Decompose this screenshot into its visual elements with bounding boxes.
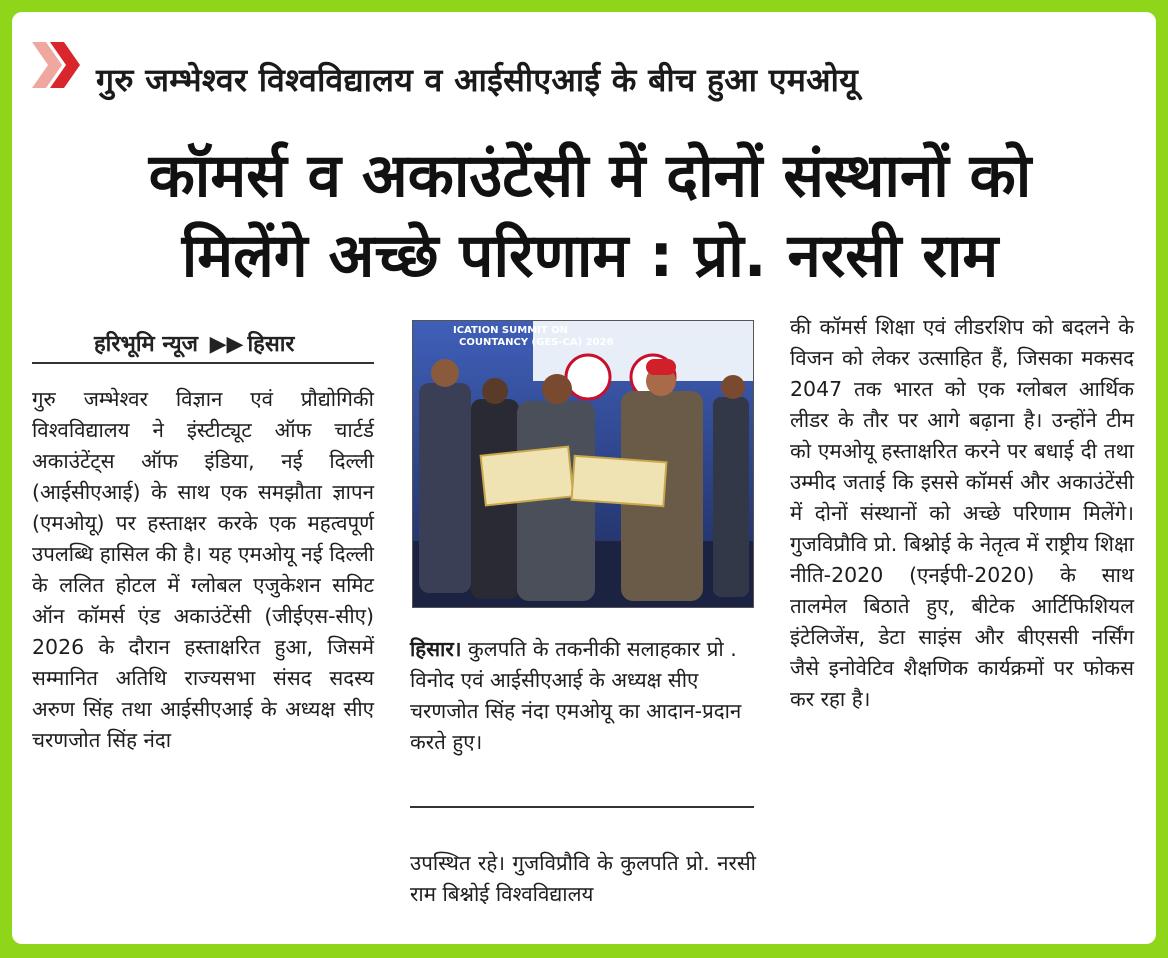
article-column-1: गुरु जम्भेश्वर विज्ञान एवं प्रौद्योगिकी विश्वविद्यालय ने इंस्टीट्यूट ऑफ चार्टर्ड अकाउंटेंट्स ऑफ इंडिया, नई दिल्ली (आईसीएआई) के साथ एक समझौता ज्ञापन (एमओयू) पर हस्ताक्षर करके एक महत्वपूर्ण उपलब्धि हासिल की है। यह एमओयू नई दिल्ली के ललित होटल में ग्लोबल एजुकेशन समिट ऑन कॉमर्स एंड अकाउंटेंसी (जीईएस-सीए) 2026 के दौरान हस्ताक्षरित हुआ, जिसमें सम्मानित अतिथि राज्यसभा संसद सदस्य अरुण सिंह तथा आईसीएआई के अध्यक्ष सीए चरणजोत सिंह नंदा <box>32 387 374 752</box>
byline-rule <box>32 362 374 364</box>
kicker-headline: गुरु जम्भेश्वर विश्वविद्यालय व आईसीएआई के बीच हुआ एमओयू <box>96 61 859 99</box>
byline-place: हिसार <box>247 332 295 357</box>
caption-dateline: हिसार। <box>410 637 462 661</box>
photo-banner-line-2: COUNTANCY (GES-CA) 2026 <box>459 337 614 348</box>
newspaper-clipping <box>12 12 1156 944</box>
headline-line-2: मिलेंगे अच्छे परिणाम : प्रो. नरसी राम <box>181 221 999 291</box>
article-column-2: उपस्थित रहे। गुजविप्रौवि के कुलपति प्रो. नरसी राम बिश्नोई विश्वविद्यालय <box>410 851 756 906</box>
event-photo <box>412 320 754 608</box>
photo-caption <box>410 634 756 758</box>
byline-agency: हरिभूमि न्यूज <box>94 332 198 357</box>
article-column-3: की कॉमर्स शिक्षा एवं लीडरशिप को बदलने के विजन को लेकर उत्साहित हैं, जिसका मकसद 2047 तक भारत को एक ग्लोबल आर्थिक लीडर के तौर पर आगे बढ़ाना है। उन्होंने टीम को एमओयू हस्ताक्षरित करने पर बधाई दी तथा उम्मीद जताई कि इससे कॉमर्स और अकाउंटेंसी में दोनों संस्थानों को अच्छे परिणाम मिलेंगे। गुजविप्रौवि प्रो. बिश्नोई के नेतृत्व में राष्ट्रीय शिक्षा नीति-2020 (एनईपी-2020) के साथ तालमेल बिठाते हुए, बीटेक आर्टिफिशियल इंटेलिजेंस, डेटा साइंस और बीएससी नर्सिंग जैसे इनोवेटिव शैक्षणिक कार्यक्रमों पर फोकस कर रहा है। <box>790 315 1134 711</box>
main-headline <box>40 136 1140 296</box>
photo-illustration <box>413 321 753 607</box>
byline <box>94 328 294 358</box>
caption-text: कुलपति के तकनीकी सलाहकार प्रो . विनोद एवं आईसीएआई के अध्यक्ष सीए चरणजोत सिंह नंदा एमओयू का आदान-प्रदान करते हुए। <box>410 637 742 754</box>
caption-rule <box>410 806 754 808</box>
photo-banner-line-1: ICATION SUMMIT ON <box>453 325 569 336</box>
headline-line-1: कॉमर्स व अकाउंटेंसी में दोनों संस्थानों को <box>148 141 1032 211</box>
chevron-arrows-icon <box>32 42 88 88</box>
byline-separator-icon: ▶▶ <box>209 332 244 357</box>
